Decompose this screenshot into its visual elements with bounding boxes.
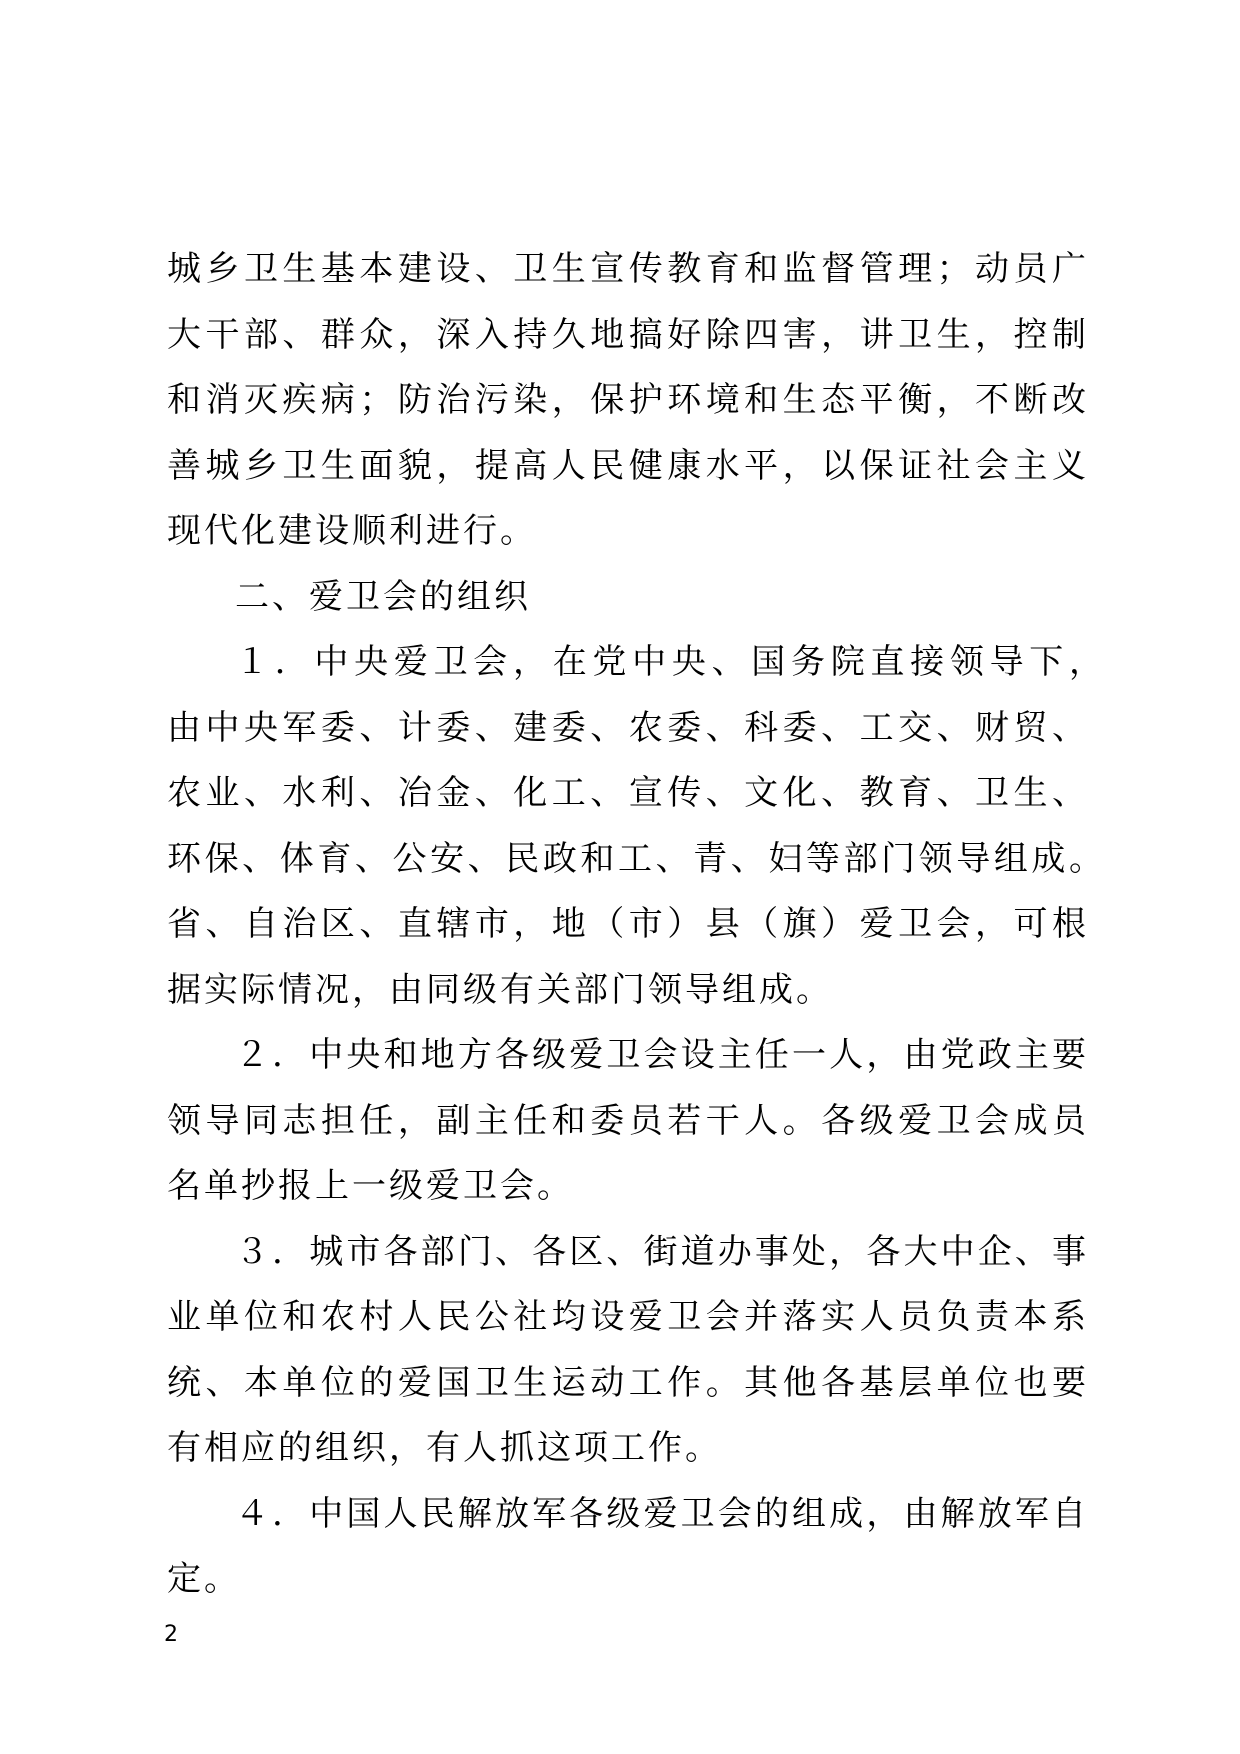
paragraph-item-3: ３．城市各部门、各区、街道办事处，各大中企、事业单位和农村人民公社均设爱卫会并落实人员负责本系统、本单位的爱国卫生运动工作。其他各基层单位也要有相应的组织，有人抓这项工作。 bbox=[167, 1231, 1089, 1468]
paragraph-continuation: 城乡卫生基本建设、卫生宣传教育和监督管理；动员广大干部、群众，深入持久地搞好除四害，讲卫生，控制和消灭疾病；防治污染，保护环境和生态平衡，不断改善城乡卫生面貌，提高人民健康水平，以保证社会主义现代化建设顺利进行。 bbox=[167, 249, 1089, 551]
section-heading: 二、爱卫会的组织 bbox=[235, 576, 531, 617]
document-body bbox=[167, 237, 1126, 1613]
paragraph-item-4: ４．中国人民解放军各级爱卫会的组成，由解放军自定。 bbox=[167, 1493, 1089, 1599]
paragraph-item-1: １．中央爱卫会，在党中央、国务院直接领导下， 由中央军委、计委、建委、农委、科委、工交、财贸、农业、水利、冶金、化工、宣传、文化、教育、卫生、环保、体育、公安、民政和工、青、妇等部门领导组成。 省、自治区、直辖市，地（市）县（旗）爱卫会，可根据实际情况，由同级有关部门领导组成。 bbox=[167, 642, 1126, 1010]
page-number: 2 bbox=[164, 1622, 178, 1647]
paragraph-item-2: ２．中央和地方各级爱卫会设主任一人，由党政主要领导同志担任，副主任和委员若干人。各级爱卫会成员名单抄报上一级爱卫会。 bbox=[167, 1035, 1089, 1206]
